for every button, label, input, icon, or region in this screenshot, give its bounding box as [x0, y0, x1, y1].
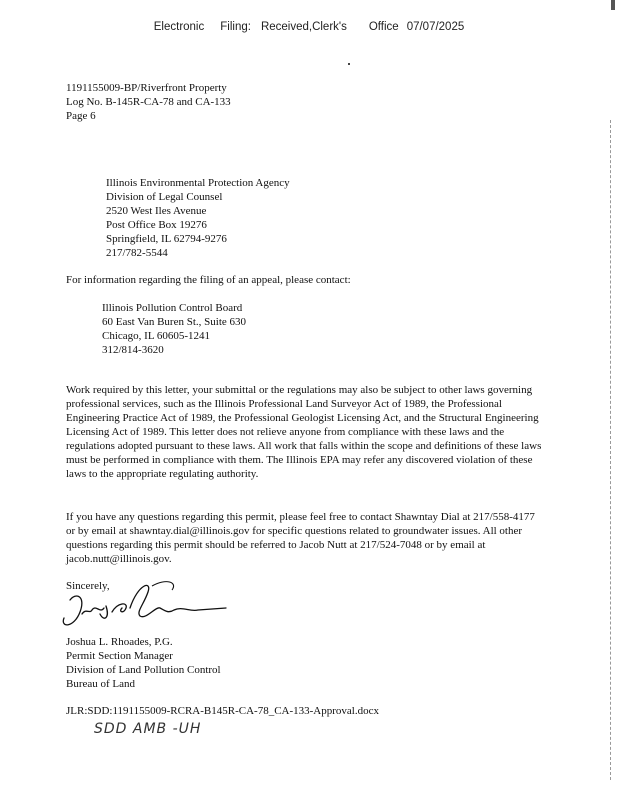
header-office: Office: [368, 21, 399, 33]
signer-name: Joshua L. Rhoades, P.G.: [66, 636, 173, 648]
appeal-contact-intro: For information regarding the filing of an appeal, please contact:: [66, 274, 351, 286]
header-electronic: Electronic: [153, 21, 205, 33]
handwritten-initials: SDD AMB -UH: [94, 721, 202, 737]
agency-address-line: Springfield, IL 62794-9276: [106, 233, 227, 245]
scan-edge-mark: [611, 0, 615, 10]
board-address-line: 312/814-3620: [102, 344, 164, 356]
document-reference: [66, 81, 231, 123]
agency-address-line: Illinois Environmental Protection Agency: [106, 177, 290, 189]
file-reference-footer: JLR:SDD:1191155009-RCRA-B145R-CA-78_CA-133-Approval.docx: [66, 705, 379, 717]
header-filing: Filing:: [220, 21, 251, 33]
page-number: Page 6: [66, 110, 96, 122]
board-address-line: Illinois Pollution Control Board: [102, 302, 243, 314]
scan-speck: [348, 63, 350, 65]
signer-title: Permit Section Manager: [66, 650, 173, 662]
agency-address-line: 2520 West Iles Avenue: [106, 205, 207, 217]
electronic-filing-header: [0, 21, 618, 33]
reference-line-1: 1191155009-BP/Riverfront Property: [66, 82, 227, 94]
board-address: [102, 301, 246, 357]
professional-laws-paragraph: Work required by this letter, your submittal or the regulations may also be subject to other laws governing professional services, such as the Illinois Professional Land Surveyor Act of 1989, the Professional Engineering Practice Act of 1989, the Professional Geologist Licensing Act, and the Structural Engineering Licensing Act of 1989. This letter does not relieve anyone from compliance with these laws and the regulations adopted pursuant to these laws. All work that falls within the scope and definitions of these laws must be performed in compliance with them. The Illinois EPA may refer any discovered violation of these laws to the appropriate regulating authority.: [66, 384, 542, 480]
header-received: Received,Clerk's: [260, 21, 347, 33]
agency-address-line: Post Office Box 19276: [106, 219, 207, 231]
signer-block: [66, 635, 221, 691]
questions-paragraph: If you have any questions regarding this permit, please feel free to contact Shawntay Dial at 217/558-4177 or by email at shawntay.dial@illinois.gov for specific questions related to groundwater issues. All other questions regarding this permit should be referred to Jacob Nutt at 217/524-7048 or by email at jacob.nutt@illinois.gov.: [66, 511, 535, 565]
closing: Sincerely,: [66, 580, 110, 592]
board-address-line: 60 East Van Buren St., Suite 630: [102, 316, 247, 328]
agency-address: [106, 176, 290, 260]
reference-line-2: Log No. B-145R-CA-78 and CA-133: [66, 96, 231, 108]
board-address-line: Chicago, IL 60605-1241: [102, 330, 211, 342]
signature-image: [56, 578, 236, 640]
header-date: 07/07/2025: [406, 21, 465, 33]
signer-division: Division of Land Pollution Control: [66, 664, 221, 676]
signer-bureau: Bureau of Land: [66, 678, 136, 690]
agency-address-line: Division of Legal Counsel: [106, 191, 223, 203]
scan-edge-line: [610, 120, 612, 780]
agency-address-line: 217/782-5544: [106, 247, 168, 259]
